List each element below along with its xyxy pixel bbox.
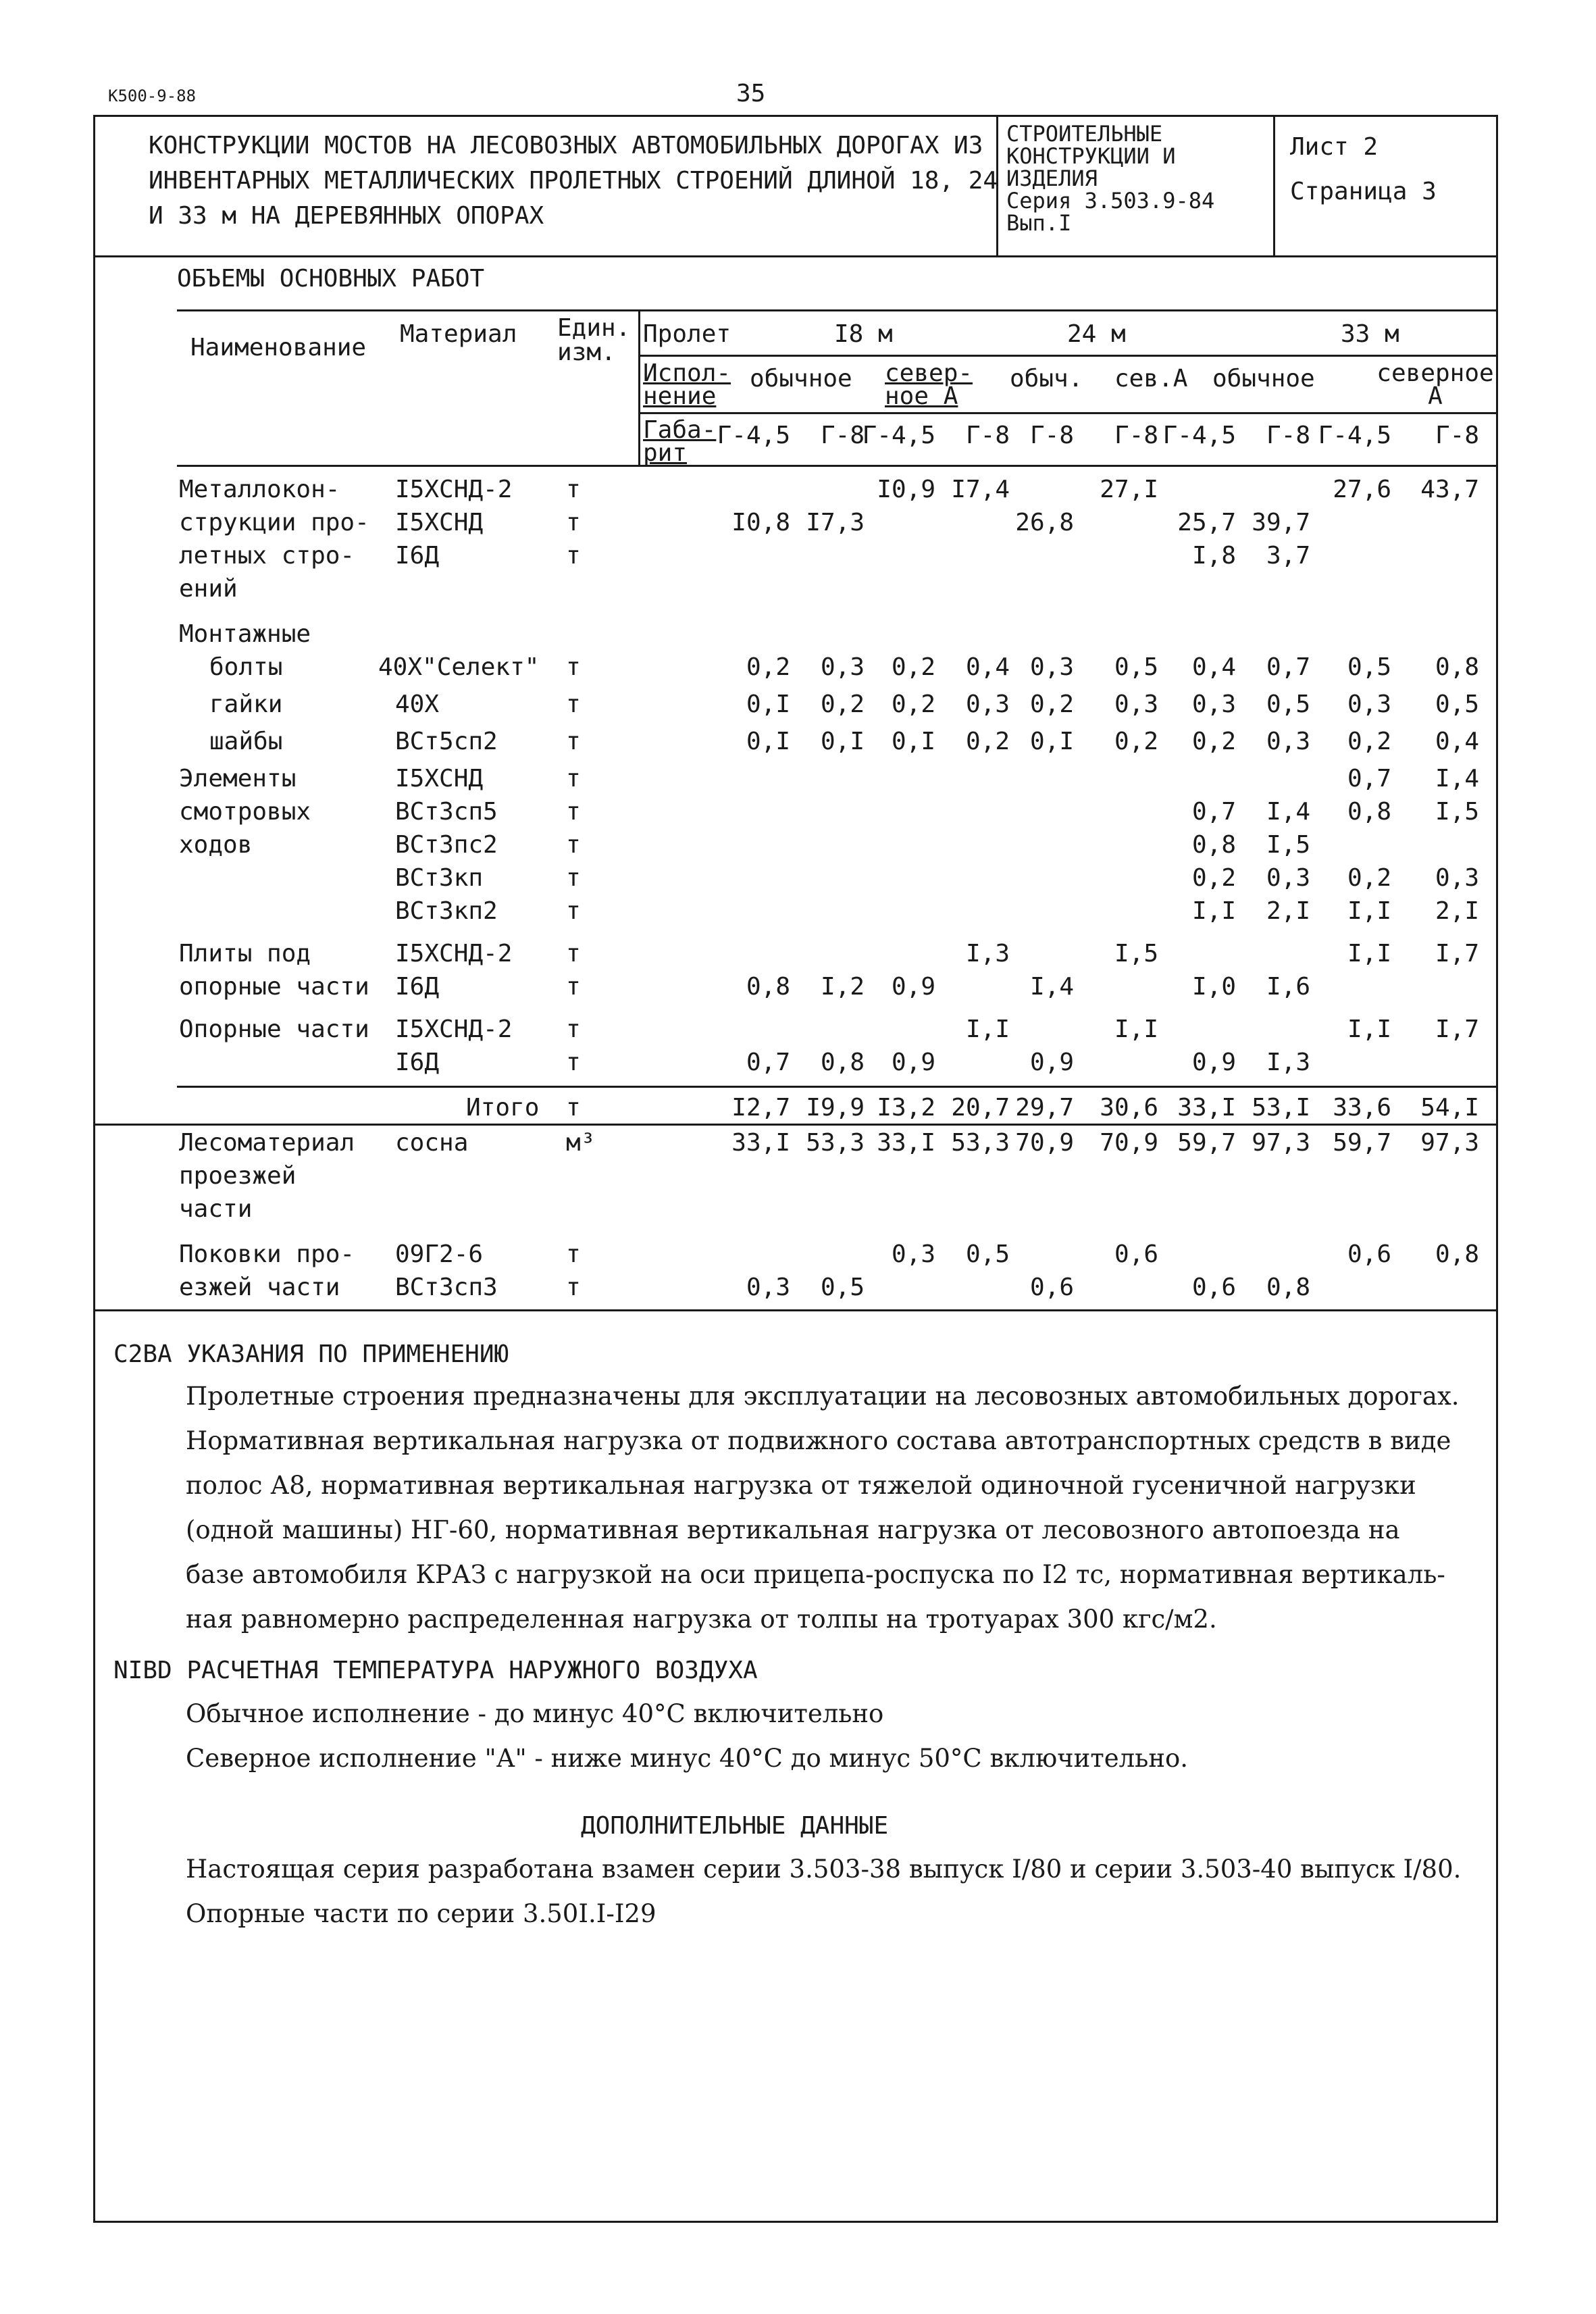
timber-name: Лесоматериал: [179, 1129, 355, 1157]
total-label: Итого: [466, 1094, 540, 1122]
row-unit: т: [566, 1015, 581, 1043]
timber-unit: м³: [566, 1129, 596, 1157]
table-cell: 0,8: [820, 1049, 865, 1076]
row-name: Плиты под: [179, 940, 311, 967]
table-cell: 0,3: [891, 1240, 935, 1268]
forgings-material: 09Г2-6: [395, 1240, 484, 1268]
table-cell: 0,8: [1435, 1240, 1479, 1268]
table-cell: I,I: [1114, 1015, 1158, 1043]
series-label: Серия 3.503.9-84: [1006, 188, 1215, 213]
table-cell: 0,7: [1191, 798, 1236, 826]
row-unit: т: [566, 831, 581, 859]
gabarit-col-9: Г-4,5: [1318, 422, 1391, 449]
row-material: I5ХСНД-2: [395, 1015, 513, 1043]
head-exec-ordinary-24: обыч.: [1010, 365, 1083, 393]
usage-line: ная равномерно распределенная нагрузка от толпы на тротуарах 300 кгс/м2.: [186, 1605, 1217, 1634]
table-cell: 25,7: [1177, 509, 1236, 536]
table-cell: 0,3: [1266, 728, 1310, 755]
head-exec-north-33: северное А: [1376, 359, 1494, 410]
row-name: опорные части: [179, 973, 369, 1001]
table-cell: 0,3: [820, 653, 865, 681]
total-unit: т: [566, 1094, 581, 1122]
head-exec-ordinary-18: обычное: [750, 365, 852, 393]
page-number: 35: [736, 80, 766, 107]
row-material: I6Д: [395, 542, 440, 570]
row-name: гайки: [209, 690, 283, 718]
row-material: I5ХСНД: [395, 509, 484, 536]
head-unit: [557, 316, 630, 365]
table-cell: 0,2: [1347, 728, 1391, 755]
row-material: 40Х: [395, 690, 440, 718]
table-cell: 43,7: [1420, 476, 1479, 503]
table-cell: 59,7: [1333, 1129, 1391, 1157]
table-cell: 0,4: [1435, 728, 1479, 755]
table-cell: 0,7: [1347, 765, 1391, 793]
table-cell: I0,8: [731, 509, 790, 536]
issue-label: Вып.I: [1006, 210, 1072, 236]
title-line-3: И 33 м НА ДЕРЕВЯННЫХ ОПОРАХ: [149, 202, 544, 230]
sheet-label: Лист 2: [1290, 133, 1379, 161]
row-unit: т: [566, 690, 581, 718]
usage-line: полос А8, нормативная вертикальная нагрузка от тяжелой одиночной гусеничной нагрузки: [186, 1471, 1416, 1500]
row-unit: т: [566, 653, 581, 681]
table-cell: 0,2: [1347, 864, 1391, 892]
title-line-1: КОНСТРУКЦИИ МОСТОВ НА ЛЕСОВОЗНЫХ АВТОМОБИЛЬНЫХ ДОРОГАХ ИЗ: [149, 132, 983, 159]
timber-name: части: [179, 1195, 253, 1223]
table-cell: 0,9: [1191, 1049, 1236, 1076]
row-unit: т: [566, 897, 581, 925]
table-cell: 97,3: [1420, 1129, 1479, 1157]
table-cell: 0,3: [1029, 653, 1074, 681]
table-cell: 54,I: [1420, 1094, 1479, 1122]
table-cell: 0,3: [1347, 690, 1391, 718]
usage-line: базе автомобиля КРАЗ с нагрузкой на оси прицепа-роспуска по I2 тс, нормативная вертикаль-: [186, 1560, 1445, 1589]
table-cell: 0,2: [891, 690, 935, 718]
gabarit-col-6: Г-8: [1114, 422, 1158, 449]
table-cell: 0,8: [1266, 1274, 1310, 1301]
row-name: смотровых: [179, 798, 311, 826]
table-cell: I2,7: [731, 1094, 790, 1122]
section-usage-title: С2ВА УКАЗАНИЯ ПО ПРИМЕНЕНИЮ: [113, 1340, 509, 1368]
table-cell: 0,6: [1029, 1274, 1074, 1301]
gabarit-col-10: Г-8: [1435, 422, 1479, 449]
table-cell: I,7: [1435, 1015, 1479, 1043]
row-name: струкции про-: [179, 509, 369, 536]
category-line-3: ИЗДЕЛИЯ: [1006, 166, 1098, 191]
forgings-unit: т: [566, 1240, 581, 1268]
table-cell: I,I: [1347, 897, 1391, 925]
table-cell: 70,9: [1100, 1129, 1158, 1157]
table-cell: 53,3: [951, 1129, 1010, 1157]
head-exec-ordinary-33: обычное: [1212, 365, 1315, 393]
table-cell: 0,4: [965, 653, 1010, 681]
row-material: I5ХСНД: [395, 765, 484, 793]
head-material: Материал: [400, 320, 517, 348]
temperature-line-1: Обычное исполнение - до минус 40°С включительно: [186, 1699, 884, 1728]
table-cell: 27,6: [1333, 476, 1391, 503]
row-name: ений: [179, 575, 238, 603]
table-cell: 53,I: [1252, 1094, 1310, 1122]
table-cell: I,4: [1266, 798, 1310, 826]
table-cell: 2,I: [1266, 897, 1310, 925]
table-cell: 2,I: [1435, 897, 1479, 925]
table-cell: I,I: [1191, 897, 1236, 925]
head-span-18: I8 м: [834, 320, 893, 348]
row-unit: т: [566, 476, 581, 503]
category-line-2: КОНСТРУКЦИИ И: [1006, 143, 1176, 169]
table-cell: 0,8: [1347, 798, 1391, 826]
table-cell: 0,5: [820, 1274, 865, 1301]
gabarit-col-3: Г-4,5: [862, 422, 935, 449]
table-cell: 0,9: [891, 973, 935, 1001]
temperature-line-2: Северное исполнение "А" - ниже минус 40°С до минус 50°С включительно.: [186, 1744, 1189, 1773]
total-rule-bottom: [93, 1124, 1498, 1126]
head-name: Наименование: [190, 334, 367, 361]
forgings-name: Поковки про-: [179, 1240, 355, 1268]
table-cell: 0,3: [1266, 864, 1310, 892]
table-cell: 0,2: [1114, 728, 1158, 755]
usage-line: Нормативная вертикальная нагрузка от подвижного состава автотранспортных средств в виде: [186, 1426, 1451, 1455]
table-cell: 0,3: [746, 1274, 790, 1301]
table-cell: 3,7: [1266, 542, 1310, 570]
head-span-24: 24 м: [1067, 320, 1126, 348]
table-cell: 0,2: [1191, 728, 1236, 755]
table-cell: I,8: [1191, 542, 1236, 570]
table-cell: I9,9: [806, 1094, 865, 1122]
table-cell: 0,2: [1191, 864, 1236, 892]
timber-name: проезжей: [179, 1162, 297, 1190]
table-cell: 26,8: [1015, 509, 1074, 536]
table-cell: 0,2: [1029, 690, 1074, 718]
table-cell: 33,I: [731, 1129, 790, 1157]
usage-line: (одной машины) НГ-60, нормативная вертикальная нагрузка от лесовозного автопоезда на: [186, 1515, 1400, 1544]
section-additional-title: ДОПОЛНИТЕЛЬНЫЕ ДАННЫЕ: [581, 1812, 889, 1840]
table-cell: 27,I: [1100, 476, 1158, 503]
table-cell: 0,2: [820, 690, 865, 718]
row-unit: т: [566, 509, 581, 536]
additional-line-2: Опорные части по серии 3.50I.I-I29: [186, 1899, 657, 1928]
table-cell: 39,7: [1252, 509, 1310, 536]
head-span: Пролет: [643, 320, 731, 348]
table-cell: 0,6: [1347, 1240, 1391, 1268]
table-cell: 0,6: [1191, 1274, 1236, 1301]
row-material: I5ХСНД-2: [395, 476, 513, 503]
row-material: ВСт3кп2: [395, 897, 498, 925]
forgings-material: ВСт3сп3: [395, 1274, 498, 1301]
table-cell: 53,3: [806, 1129, 865, 1157]
table-cell: 0,3: [1435, 864, 1479, 892]
table-cell: I3,2: [877, 1094, 935, 1122]
usage-line: Пролетные строения предназначены для эксплуатации на лесовозных автомобильных дорогах.: [186, 1382, 1460, 1411]
gabarit-col-4: Г-8: [965, 422, 1010, 449]
table-cell: 0,2: [746, 653, 790, 681]
gabarit-col-7: Г-4,5: [1162, 422, 1236, 449]
head-exec-north-18: север-ное А: [885, 359, 973, 410]
row-material: I6Д: [395, 1049, 440, 1076]
table-cell: I,I: [1347, 1015, 1391, 1043]
table-cell: I,0: [1191, 973, 1236, 1001]
table-cell: 33,I: [877, 1129, 935, 1157]
row-name: Металлокон-: [179, 476, 340, 503]
category-block: [1006, 123, 1214, 234]
table-cell: I,6: [1266, 973, 1310, 1001]
table-cell: 0,9: [1029, 1049, 1074, 1076]
table-cell: I,4: [1029, 973, 1074, 1001]
table-cell: 0,I: [746, 690, 790, 718]
row-material: ВСт3кп: [395, 864, 484, 892]
gabarit-col-2: Г-8: [820, 422, 865, 449]
forgings-name: езжей части: [179, 1274, 340, 1301]
table-cell: 0,6: [1114, 1240, 1158, 1268]
table-cell: 0,I: [820, 728, 865, 755]
table-cell: I,7: [1435, 940, 1479, 967]
table-caption: ОБЪЕМЫ ОСНОВНЫХ РАБОТ: [177, 265, 485, 293]
title-line-2: ИНВЕНТАРНЫХ МЕТАЛЛИЧЕСКИХ ПРОЛЕТНЫХ СТРОЕНИЙ ДЛИНОЙ 18, 24: [149, 167, 998, 195]
head-exec: Испол-нение: [643, 359, 731, 410]
row-material: 40Х"Селект": [378, 653, 540, 681]
gabarit-col-5: Г-8: [1029, 422, 1074, 449]
table-cell: I0,9: [877, 476, 935, 503]
row-unit: т: [566, 765, 581, 793]
page-label: Страница 3: [1290, 178, 1437, 205]
table-cell: 0,I: [746, 728, 790, 755]
row-material: ВСт3сп5: [395, 798, 498, 826]
table-cell: I,3: [965, 940, 1010, 967]
row-name: Элементы: [179, 765, 297, 793]
table-cell: 0,5: [965, 1240, 1010, 1268]
gabarit-col-8: Г-8: [1266, 422, 1310, 449]
table-cell: 0,I: [891, 728, 935, 755]
row-unit: т: [566, 542, 581, 570]
total-rule-top: [177, 1086, 1498, 1088]
table-cell: 33,6: [1333, 1094, 1391, 1122]
row-name: ходов: [179, 831, 253, 859]
row-unit: т: [566, 940, 581, 967]
category-line-1: СТРОИТЕЛЬНЫЕ: [1006, 121, 1163, 147]
table-cell: 33,I: [1177, 1094, 1236, 1122]
row-material: ВСт5сп2: [395, 728, 498, 755]
table-cell: 0,3: [1114, 690, 1158, 718]
row-unit: т: [566, 1049, 581, 1076]
table-cell: 0,4: [1191, 653, 1236, 681]
section-temperature-title: NIBD РАСЧЕТНАЯ ТЕМПЕРАТУРА НАРУЖНОГО ВОЗДУХА: [113, 1657, 758, 1684]
table-bottom-rule: [93, 1309, 1498, 1311]
table-cell: 0,8: [1435, 653, 1479, 681]
row-name: шайбы: [209, 728, 283, 755]
table-cell: 0,5: [1435, 690, 1479, 718]
table-cell: I,3: [1266, 1049, 1310, 1076]
table-cell: 0,2: [891, 653, 935, 681]
forgings-unit: т: [566, 1274, 581, 1301]
table-cell: 0,8: [1191, 831, 1236, 859]
table-cell: I7,3: [806, 509, 865, 536]
table-cell: 97,3: [1252, 1129, 1310, 1157]
row-material: ВСт3пс2: [395, 831, 498, 859]
row-unit: т: [566, 798, 581, 826]
table-cell: 0,5: [1114, 653, 1158, 681]
row-name: летных стро-: [179, 542, 355, 570]
table-cell: 0,8: [746, 973, 790, 1001]
head-unit-line-1: Един.: [557, 314, 631, 342]
additional-line-1: Настоящая серия разработана взамен серии 3.503-38 выпуск I/80 и серии 3.503-40 выпуск I/80.: [186, 1855, 1462, 1884]
head-unit-line-2: изм.: [557, 338, 616, 366]
table-cell: I7,4: [951, 476, 1010, 503]
table-cell: I,5: [1435, 798, 1479, 826]
table-cell: I,I: [965, 1015, 1010, 1043]
document-code: К500-9-88: [108, 86, 197, 105]
table-cell: 0,I: [1029, 728, 1074, 755]
row-name: Опорные части: [179, 1015, 369, 1043]
row-material: I5ХСНД-2: [395, 940, 513, 967]
table-cell: 0,7: [746, 1049, 790, 1076]
table-cell: 0,2: [965, 728, 1010, 755]
table-cell: 0,5: [1347, 653, 1391, 681]
table-cell: 0,9: [891, 1049, 935, 1076]
head-span-33: 33 м: [1341, 320, 1399, 348]
table-cell: I,I: [1347, 940, 1391, 967]
table-cell: I,5: [1114, 940, 1158, 967]
timber-material: сосна: [395, 1129, 469, 1157]
head-exec-north-24: сев.А: [1114, 365, 1188, 393]
row-material: I6Д: [395, 973, 440, 1001]
head-gabarit: Габа-рит: [643, 416, 717, 467]
table-cell: 0,5: [1266, 690, 1310, 718]
row-name: Монтажные: [179, 620, 311, 648]
row-unit: т: [566, 864, 581, 892]
row-unit: т: [566, 728, 581, 755]
table-cell: I,2: [820, 973, 865, 1001]
table-cell: 30,6: [1100, 1094, 1158, 1122]
table-cell: 0,3: [965, 690, 1010, 718]
table-cell: I,5: [1266, 831, 1310, 859]
table-cell: 0,3: [1191, 690, 1236, 718]
table-cell: 20,7: [951, 1094, 1010, 1122]
table-cell: 70,9: [1015, 1129, 1074, 1157]
table-cell: 0,7: [1266, 653, 1310, 681]
table-cell: I,4: [1435, 765, 1479, 793]
gabarit-col-1: Г-4,5: [717, 422, 790, 449]
row-unit: т: [566, 973, 581, 1001]
table-cell: 59,7: [1177, 1129, 1236, 1157]
table-cell: 29,7: [1015, 1094, 1074, 1122]
row-name: болты: [209, 653, 283, 681]
